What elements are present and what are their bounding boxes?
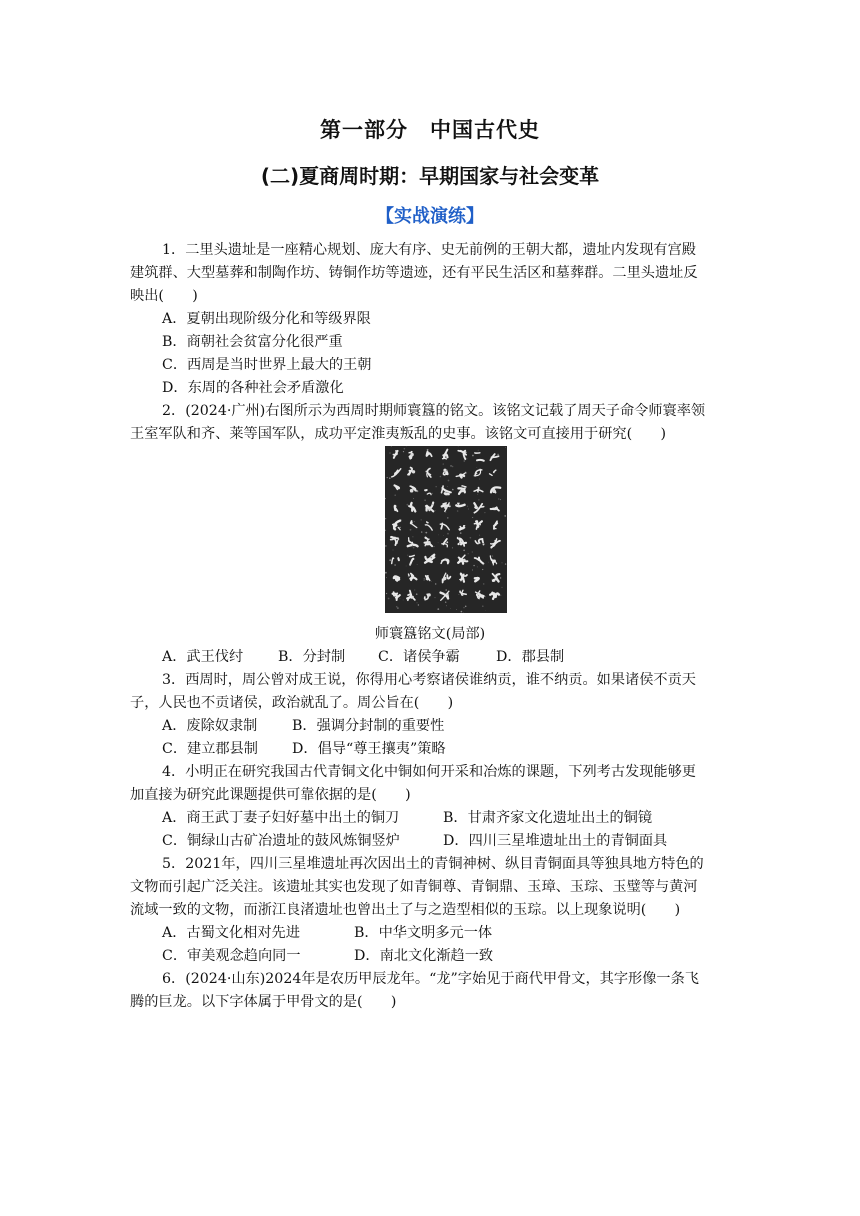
- q3-option-d: D．倡导“尊王攘夷”策略: [292, 741, 446, 757]
- texture-speck: [472, 551, 473, 552]
- texture-speck: [403, 451, 404, 452]
- texture-speck: [431, 493, 433, 495]
- texture-speck: [412, 545, 413, 546]
- texture-speck: [459, 543, 460, 544]
- texture-speck: [472, 517, 473, 518]
- texture-speck: [485, 610, 486, 611]
- texture-speck: [391, 446, 392, 447]
- q2-option-b: B．分封制: [278, 649, 346, 665]
- texture-speck: [500, 577, 501, 578]
- glyph-stroke: [398, 558, 399, 560]
- texture-speck: [460, 532, 462, 534]
- q6-stem-line: 腾的巨龙。以下字体属于甲骨文的是( ): [130, 994, 397, 1010]
- texture-speck: [413, 498, 414, 499]
- texture-speck: [401, 519, 402, 520]
- texture-speck: [452, 547, 453, 548]
- texture-speck: [446, 470, 448, 472]
- texture-speck: [410, 529, 412, 531]
- q3-option-b: B．强调分封制的重要性: [292, 718, 445, 734]
- q1-stem-line: 1．二里头遗址是一座精心规划、庞大有序、史无前例的王朝大都，遗址内发现有宫殿: [162, 242, 696, 258]
- texture-speck: [408, 576, 409, 577]
- glyph-stroke: [446, 471, 447, 474]
- texture-speck: [505, 447, 506, 448]
- q4-stem-line: 4．小明正在研究我国古代青铜文化中铜如何开采和冶炼的课题，下列考古发现能够更: [162, 764, 696, 780]
- texture-speck: [468, 509, 469, 510]
- q5-stem-line: 文物而引起广泛关注。该遗址其实也发现了如青铜尊、青铜鼎、玉璋、玉琮、玉璧等与黄河: [130, 879, 698, 895]
- texture-speck: [438, 535, 439, 536]
- texture-speck: [435, 597, 436, 598]
- texture-speck: [440, 476, 442, 478]
- inscription-rubbing-image: [385, 446, 507, 613]
- glyph-stroke: [445, 493, 449, 494]
- texture-speck: [449, 505, 451, 507]
- texture-speck: [479, 535, 480, 536]
- texture-speck: [393, 550, 394, 551]
- glyph-dot: [443, 469, 446, 472]
- texture-speck: [482, 605, 484, 607]
- glyph-stroke: [477, 460, 484, 461]
- texture-speck: [457, 510, 459, 512]
- texture-speck: [476, 467, 477, 468]
- texture-speck: [500, 499, 501, 500]
- texture-speck: [394, 494, 396, 496]
- q1-stem-line: 映出( ): [130, 288, 198, 304]
- texture-speck: [447, 533, 449, 535]
- q1-option-d: D．东周的各种社会矛盾激化: [162, 380, 344, 396]
- texture-speck: [463, 550, 465, 552]
- texture-speck: [432, 504, 433, 505]
- texture-speck: [385, 572, 387, 574]
- glyph-dot: [428, 507, 431, 510]
- q4-option-b: B．甘肃齐家文化遗址出土的铜镜: [443, 810, 653, 826]
- texture-speck: [502, 563, 503, 564]
- glyph-stroke: [395, 506, 396, 510]
- glyph-stroke: [493, 580, 494, 581]
- texture-speck: [447, 517, 448, 518]
- texture-speck: [477, 566, 478, 567]
- texture-speck: [443, 463, 444, 464]
- texture-speck: [435, 510, 436, 511]
- q5-option-b: B．中华文明多元一体: [354, 925, 493, 941]
- texture-speck: [418, 604, 419, 605]
- texture-speck: [445, 589, 447, 591]
- texture-speck: [466, 458, 467, 459]
- q1-option-a: A．夏朝出现阶级分化和等级界限: [162, 311, 371, 327]
- q2-option-d: D．郡县制: [496, 649, 565, 665]
- texture-speck: [404, 448, 406, 450]
- q3-option-a: A．废除奴隶制: [162, 718, 258, 734]
- texture-speck: [424, 578, 426, 580]
- texture-speck: [504, 515, 506, 517]
- texture-speck: [465, 606, 467, 608]
- texture-speck: [478, 450, 479, 451]
- glyph-stroke: [448, 594, 449, 599]
- texture-speck: [385, 518, 386, 519]
- q2-stem-line: 王室军队和齐、莱等国军队，成功平定淮夷叛乱的史事。该铭文可直接用于研究( ): [130, 426, 667, 442]
- texture-speck: [470, 537, 472, 539]
- texture-speck: [465, 472, 467, 474]
- glyph-stroke: [408, 574, 409, 576]
- texture-speck: [473, 565, 474, 566]
- texture-speck: [403, 600, 404, 601]
- texture-speck: [446, 605, 447, 606]
- texture-speck: [412, 536, 413, 537]
- texture-speck: [407, 555, 408, 556]
- texture-speck: [417, 603, 418, 604]
- texture-speck: [427, 449, 429, 451]
- glyph-dot: [412, 470, 415, 473]
- texture-speck: [464, 607, 465, 608]
- texture-speck: [488, 562, 489, 563]
- q2-option-c: C．诸侯争霸: [378, 649, 460, 665]
- texture-speck: [414, 521, 415, 522]
- glyph-stroke: [458, 503, 459, 504]
- texture-speck: [437, 608, 439, 610]
- texture-speck: [483, 583, 485, 585]
- q6-stem-line: 6．(2024·山东)2024年是农历甲辰龙年。“龙”字始见于商代甲骨文，其字形像一条飞: [162, 971, 699, 987]
- texture-speck: [452, 489, 454, 491]
- glyph-dot: [492, 489, 496, 493]
- glyph-stroke: [456, 505, 464, 506]
- texture-speck: [450, 465, 451, 466]
- texture-speck: [459, 594, 460, 595]
- texture-speck: [407, 504, 409, 506]
- texture-speck: [396, 606, 398, 608]
- glyph-dot: [479, 524, 481, 526]
- glyph-dot: [443, 577, 447, 581]
- texture-speck: [431, 557, 433, 559]
- texture-speck: [417, 490, 419, 492]
- texture-speck: [399, 598, 400, 599]
- texture-speck: [386, 577, 387, 578]
- texture-speck: [385, 545, 386, 546]
- texture-speck: [505, 563, 506, 564]
- texture-speck: [414, 590, 415, 591]
- texture-speck: [502, 587, 503, 588]
- texture-speck: [394, 564, 396, 566]
- texture-speck: [447, 495, 448, 496]
- glyph-stroke: [424, 597, 425, 600]
- texture-speck: [406, 566, 407, 567]
- texture-speck: [466, 452, 467, 453]
- texture-speck: [424, 524, 425, 525]
- texture-speck: [448, 480, 450, 482]
- texture-speck: [445, 602, 446, 603]
- texture-speck: [478, 494, 479, 495]
- texture-speck: [443, 535, 444, 536]
- glyph-stroke: [427, 522, 428, 523]
- texture-speck: [434, 546, 435, 547]
- glyph-dot: [445, 594, 447, 596]
- texture-speck: [424, 499, 426, 501]
- texture-speck: [438, 542, 439, 543]
- texture-speck: [429, 509, 430, 510]
- texture-speck: [464, 460, 465, 461]
- glyph-dot: [476, 473, 478, 475]
- texture-speck: [444, 593, 445, 594]
- part-title: 第一部分 中国古代史: [320, 118, 540, 142]
- q4-option-a: A．商王武丁妻子妇好墓中出土的铜刀: [162, 810, 400, 826]
- texture-speck: [388, 598, 390, 600]
- q2-stem-line: 2．(2024·广州)右图所示为西周时期师寰簋的铭文。该铭文记载了周天子命令师寰率领: [162, 403, 706, 419]
- glyph-dot: [463, 559, 466, 562]
- texture-speck: [397, 607, 398, 608]
- texture-speck: [482, 569, 483, 570]
- q5-option-a: A．古蜀文化相对先进: [162, 925, 300, 941]
- glyph-dot: [478, 596, 480, 598]
- glyph-dot: [426, 471, 428, 473]
- texture-speck: [452, 466, 453, 467]
- q5-stem-line: 5．2021年，四川三星堆遗址再次因出土的青铜神树、纵目青铜面具等独具地方特色的: [162, 856, 704, 872]
- glyph-dot: [410, 489, 414, 493]
- texture-speck: [413, 547, 415, 549]
- texture-speck: [498, 499, 499, 500]
- practice-heading: 【实战演练】: [376, 206, 484, 227]
- texture-speck: [478, 499, 479, 500]
- texture-speck: [417, 564, 418, 565]
- section-title: (二)夏商周时期：早期国家与社会变革: [260, 164, 600, 188]
- texture-speck: [387, 477, 388, 478]
- q4-stem-line: 加直接为研究此课题提供可靠依据的是( ): [130, 787, 411, 803]
- texture-speck: [421, 531, 422, 532]
- texture-speck: [484, 512, 485, 513]
- q3-stem-line: 3．西周时，周公曾对成王说，你得用心考察诸侯谁纳贡，谁不纳贡。如果诸侯不贡天: [162, 672, 696, 688]
- q5-option-d: D．南北文化渐趋一致: [354, 948, 494, 964]
- q5-stem-line: 流域一致的文物，而浙江良渚遗址也曾出土了与之造型相似的玉琮。以上现象说明( ): [130, 902, 681, 918]
- q3-option-c: C．建立郡县制: [162, 741, 258, 757]
- texture-speck: [416, 593, 418, 595]
- texture-speck: [424, 580, 425, 581]
- figure-caption: 师寰簋铭文(局部): [374, 626, 486, 642]
- texture-speck: [410, 564, 411, 565]
- texture-speck: [500, 595, 501, 596]
- texture-speck: [468, 553, 469, 554]
- glyph-stroke: [411, 521, 412, 523]
- glyph-dot: [444, 506, 447, 509]
- texture-speck: [424, 532, 425, 533]
- texture-speck: [461, 611, 463, 613]
- glyph-dot: [476, 507, 478, 509]
- texture-speck: [389, 477, 391, 479]
- q1-option-c: C．西周是当时世界上最大的王朝: [162, 357, 372, 373]
- texture-speck: [446, 456, 447, 457]
- glyph-stroke: [426, 452, 429, 456]
- texture-speck: [400, 527, 401, 528]
- texture-speck: [497, 454, 498, 455]
- texture-speck: [472, 455, 474, 457]
- texture-speck: [467, 506, 468, 507]
- texture-speck: [421, 519, 422, 520]
- glyph-dot: [427, 593, 430, 596]
- texture-speck: [385, 530, 386, 531]
- q3-stem-line: 子，人民也不贡诸侯，政治就乱了。周公旨在( ): [130, 695, 454, 711]
- texture-speck: [386, 593, 387, 594]
- texture-speck: [472, 570, 473, 571]
- texture-speck: [485, 596, 486, 597]
- texture-speck: [435, 583, 436, 584]
- texture-speck: [482, 543, 484, 545]
- texture-speck: [407, 446, 408, 447]
- glyph-stroke: [443, 458, 447, 459]
- glyph-dot: [446, 541, 448, 543]
- texture-speck: [456, 609, 457, 610]
- glyph-stroke: [409, 471, 410, 475]
- glyph-dot: [412, 596, 414, 598]
- glyph-dot: [410, 453, 413, 456]
- glyph-stroke: [464, 526, 465, 528]
- q1-stem-line: 建筑群、大型墓葬和制陶作坊、铸铜作坊等遗迹，还有平民生活区和墓葬群。二里头遗址反: [130, 265, 698, 281]
- glyph-stroke: [425, 537, 427, 539]
- texture-speck: [445, 512, 446, 513]
- glyph-dot: [427, 541, 430, 544]
- q5-option-c: C．审美观念趋向同一: [162, 948, 301, 964]
- texture-speck: [389, 559, 391, 561]
- texture-speck: [492, 579, 493, 580]
- texture-speck: [389, 452, 391, 454]
- q4-option-c: C．铜绿山古矿冶遗址的鼓风炼铜竖炉: [162, 833, 400, 849]
- q1-option-b: B．商朝社会贫富分化很严重: [162, 334, 343, 350]
- texture-speck: [479, 479, 480, 480]
- texture-speck: [450, 608, 451, 609]
- q4-option-d: D．四川三星堆遗址出土的青铜面具: [443, 833, 668, 849]
- texture-speck: [436, 486, 437, 487]
- glyph-dot: [461, 489, 464, 492]
- texture-speck: [458, 537, 459, 538]
- q2-option-a: A．武王伐纣: [162, 649, 244, 665]
- texture-speck: [483, 564, 484, 565]
- texture-speck: [425, 532, 427, 534]
- texture-speck: [492, 555, 494, 557]
- glyph-dot: [445, 558, 447, 560]
- texture-speck: [447, 486, 448, 487]
- texture-speck: [431, 581, 432, 582]
- glyph-dot: [396, 577, 398, 579]
